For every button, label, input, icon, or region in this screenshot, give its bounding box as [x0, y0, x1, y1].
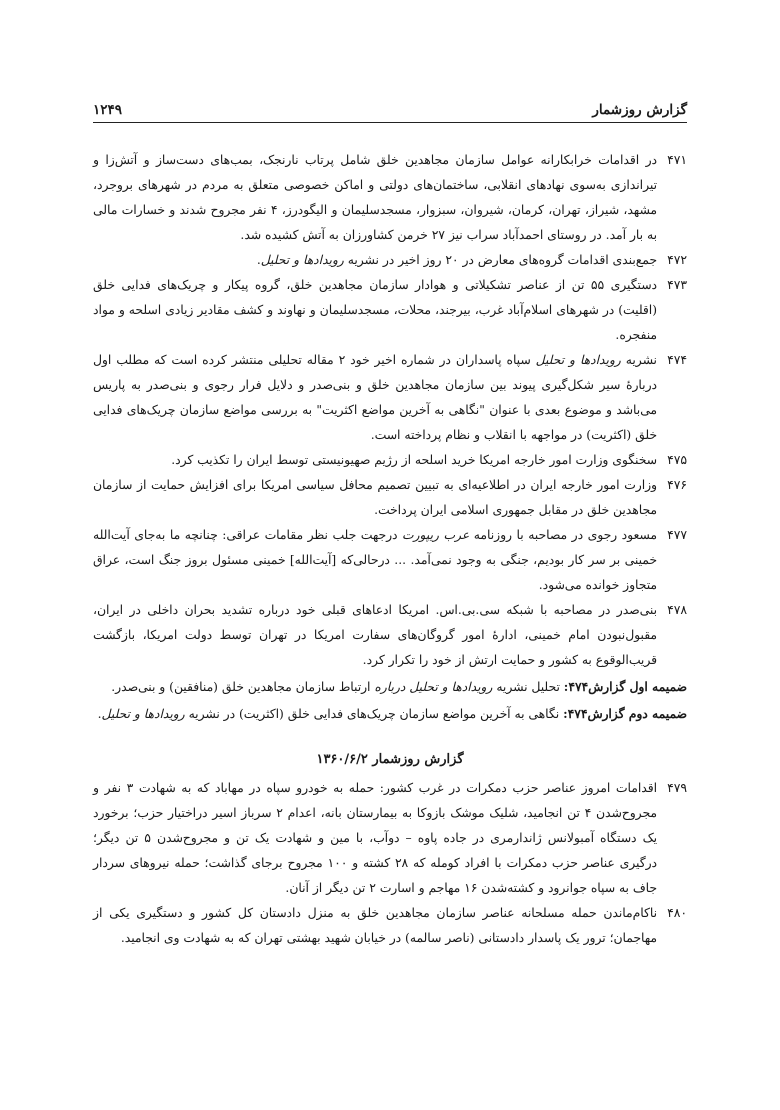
- publication-title: رویدادها و تحلیل: [260, 253, 344, 267]
- publication-title: رویدادها و تحلیل: [101, 707, 185, 721]
- entry-474: [93, 348, 687, 448]
- entry-number: ۴۷۳: [667, 278, 687, 292]
- entry-text: نشریه رویدادها و تحلیل سپاه پاسداران در شماره اخیر خود ۲ مقاله تحلیلی منتشر کرده است که مطلب اول دربارهٔ سیر شکل‌گیری پیوند بین سازمان مجاهدین خلق و بنی‌صدر و دلایل فرار رجوی و بنی‌صدر به پاریس می‌باشد و موضوع بعدی با عنوان "نگاهی به آخرین مواضع اکثریت" به بررسی مواضع سازمان چریک‌های فدایی خلق (اکثریت) در مواجهه با انقلاب و نظام پرداخته است.: [93, 353, 657, 442]
- entry-480: [93, 901, 687, 951]
- publication-title: عرب ریپورت: [402, 528, 470, 542]
- entry-475: [93, 448, 687, 473]
- entry-text: سخنگوی وزارت امور خارجه امریکا خرید اسلحه از رژیم صهیونیستی توسط ایران را تکذیب کرد.: [171, 453, 657, 467]
- entry-text: جمع‌بندی اقدامات گروه‌های معارض در ۲۰ روز اخیر در نشریه رویدادها و تحلیل.: [256, 253, 657, 267]
- entry-479: [93, 776, 687, 901]
- entry-text: دستگیری ۵۵ تن از عناصر تشکیلاتی و هوادار سازمان مجاهدین خلق، گروه پیکار و چریک‌های فدایی خلق (اقلیت) در شهرهای اسلام‌آباد غرب، بیرجند، محلات، مسجدسلیمان و نهاوند و کشف مقادیر زیادی اسلحه و مواد منفجره.: [93, 278, 657, 342]
- entry-476: [93, 473, 687, 523]
- section-heading: گزارش روزشمار ۱۳۶۰/۶/۲: [316, 752, 464, 767]
- entry-473: [93, 273, 687, 348]
- entry-number: ۴۷۷: [667, 528, 687, 542]
- page-header: [93, 92, 687, 123]
- entry-text: بنی‌صدر در مصاحبه با شبکه سی.بی.اس. امریکا ادعاهای قبلی خود درباره تشدید بحران داخلی در ایران، مقبول‌نبودن امام خمینی، ادارهٔ امور گروگان‌های سفارت امریکا در تهران توسط دولت امریکا، بازگشت قریب‌الوقوع به کشور و حمایت ارتش از خود را تکرار کرد.: [93, 603, 657, 667]
- entry-number: ۴۷۲: [667, 253, 687, 267]
- page-number: ۱۲۴۹: [93, 102, 123, 118]
- entry-text: وزارت امور خارجه ایران در اطلاعیه‌ای به تبیین تصمیم محافل سیاسی امریکا برای افزایش حمایت از سازمان مجاهدین خلق در مقابل جمهوری اسلامی ایران پرداخت.: [93, 478, 657, 517]
- entry-text: اقدامات امروز عناصر حزب دمکرات در غرب کشور: حمله به خودرو سپاه در مهاباد که به شهادت ۳ نفر و مجروح‌شدن ۴ تن انجامید، شلیک موشک بازوکا به بیمارستان بانه، اعدام ۲ سرباز اسیر دراختیار حزب؛ برخورد یک دستگاه آمبولانس ژاندارمری در جاده پاوه – دوآب، با مین و شهادت یک تن و مجروح‌شدن ۵ تن دیگر؛ درگیری عناصر حزب دمکرات با افراد کومله که ۲۸ کشته و ۱۰۰ مجروح برجای گذاشت؛ حمله نیروهای سردار جاف به سپاه جوانرود و کشته‌شدن ۱۶ مهاجم و اسارت ۲ تن دیگر از آنان.: [93, 781, 658, 895]
- entry-text: در اقدامات خرابکارانه عوامل سازمان مجاهدین خلق شامل پرتاب نارنجک، بمب‌های دست‌ساز و آتش‌زا و تیراندازی به‌سوی نهادهای انقلابی، ساختمان‌های دولتی و اماکن خصوصی متعلق به مردم در شهرهای بروجرد، مشهد، شیراز، تهران، کرمان، شیروان، سبزوار، مسجدسلیمان و الیگودرز، ۴ نفر مجروح شدند و خسارات مالی به بار آمد. در روستای احمدآباد سراب نیز ۲۷ خرمن کشاورزان به آتش کشیده شد.: [93, 153, 657, 242]
- entry-number: ۴۷۱: [667, 153, 687, 167]
- entry-number: ۴۷۹: [667, 781, 687, 795]
- entry-text: مسعود رجوی در مصاحبه با روزنامه عرب ریپورت درجهت جلب نظر مقامات عراقی: چنانچه ما به‌جای آیت‌الله خمینی بر سر کار بودیم، جنگی به وجود نمی‌آمد. ... درحالی‌که [آیت‌الله] خمینی مسئول بروز جنگ است، عراق متجاوز خوانده می‌شود.: [93, 528, 657, 592]
- entry-number: ۴۸۰: [667, 906, 687, 920]
- publication-title: رویدادها و تحلیل: [535, 353, 621, 367]
- annex-label: ضمیمه دوم گزارش۴۷۴:: [563, 706, 687, 721]
- annex-label: ضمیمه اول گزارش۴۷۴:: [563, 679, 687, 694]
- annex-second: ضمیمه دوم گزارش۴۷۴: نگاهی به آخرین مواضع سازمان چریک‌های فدایی خلق (اکثریت) در نشریه رویدادها و تحلیل.: [97, 706, 687, 721]
- entry-472: [93, 248, 687, 273]
- entry-number: ۴۷۴: [667, 353, 687, 367]
- page-body: [93, 148, 687, 951]
- entry-number: ۴۷۸: [667, 603, 687, 617]
- entry-text: ناکام‌ماندن حمله مسلحانه عناصر سازمان مجاهدین خلق به منزل دادستان کل کشور و دستگیری یکی از مهاجمان؛ ترور یک پاسدار دادستانی (ناصر سالمه) در خیابان شهید بهشتی تهران که به شهادت وی انجامید.: [93, 906, 657, 945]
- annex-first: ضمیمه اول گزارش۴۷۴: تحلیل نشریه رویدادها و تحلیل درباره ارتباط سازمان مجاهدین خلق (منافقین) و بنی‌صدر.: [111, 679, 687, 694]
- entry-478: [93, 598, 687, 673]
- running-title: گزارش روزشمار: [592, 102, 687, 118]
- entry-number: ۴۷۶: [667, 478, 687, 492]
- entry-number: ۴۷۵: [667, 453, 687, 467]
- entry-477: [93, 523, 687, 598]
- entry-471: [93, 148, 687, 248]
- publication-title: رویدادها و تحلیل: [409, 680, 493, 694]
